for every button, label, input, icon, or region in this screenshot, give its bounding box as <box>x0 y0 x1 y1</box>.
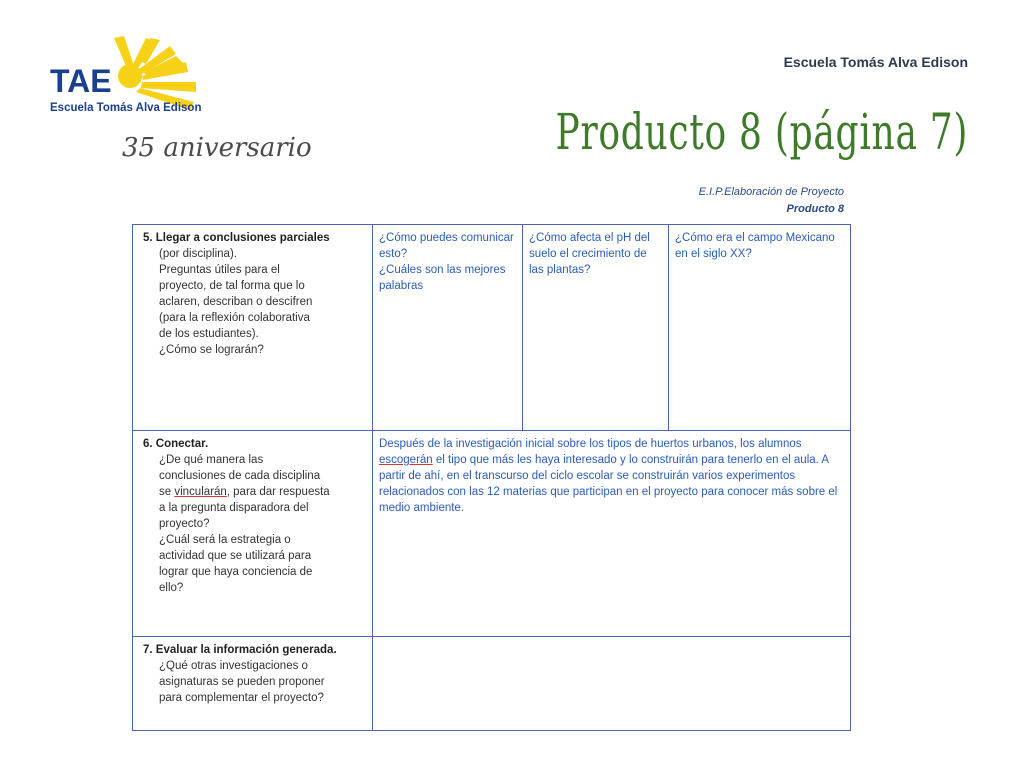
svg-text:35 aniversario: 35 aniversario <box>122 133 312 163</box>
row-description <box>143 452 366 596</box>
svg-text:TAE: TAE <box>50 63 112 99</box>
description-text: ¿De qué manera las conclusiones de cada disciplina se <box>159 454 321 498</box>
table-row <box>133 637 851 731</box>
table-row <box>133 225 851 431</box>
row-heading: 6. Conectar. <box>143 438 209 450</box>
school-logo <box>46 36 316 166</box>
answer-text: el tipo que más les haya interesado y lo construirán para tenerlo en el aula. A partir de ahí, en el transcurso del ciclo escolar se construirán varios experimentos relacionados con las 12 materias que participan en el proyecto para conocer más sobre el medio ambiente. <box>379 454 838 514</box>
row-label-cell <box>133 431 373 637</box>
underlined-word: escogerán <box>379 454 433 466</box>
answer-cell <box>373 637 851 731</box>
row-heading: 5. Llegar a conclusiones parciales <box>143 232 330 244</box>
row-label-cell <box>133 637 373 731</box>
row-description: ¿Qué otras investigaciones o asignaturas se pueden proponer para complementar el proyecto? <box>159 660 325 704</box>
row-description: (por disciplina). Preguntas útiles para el proyecto, de tal forma que lo aclaren, describan o descifren (para la reflexión colaborativa de los estudiantes). ¿Cómo se lograrán? <box>159 248 313 356</box>
product-subtitle: Producto 8 <box>786 203 844 215</box>
subtitle-block <box>699 184 844 218</box>
answer-cell: ¿Cómo puedes comunicar esto? ¿Cuáles son las mejores palabras <box>373 225 523 431</box>
svg-text:Escuela Tomás Alva Edison: Escuela Tomás Alva Edison <box>50 102 202 114</box>
description-text: , para dar respuesta a la pregunta disparadora del proyecto? ¿Cuál será la estrategia o actividad que se utilizará para lograr que haya conciencia de ello? <box>159 486 330 594</box>
sun-icon <box>114 36 196 110</box>
underlined-word: vincularán <box>174 486 227 498</box>
row-label-cell <box>133 225 373 431</box>
page-title: Producto 8 (página 7) <box>555 103 968 161</box>
answer-cell: ¿Cómo afecta el pH del suelo el crecimiento de las plantas? <box>523 225 669 431</box>
project-subtitle: E.I.P.Elaboración de Proyecto <box>698 186 844 198</box>
answer-cell <box>373 431 851 637</box>
answer-cell: ¿Cómo era el campo Mexicano en el siglo XX? <box>669 225 851 431</box>
answer-text: Después de la investigación inicial sobre los tipos de huertos urbanos, los alumnos <box>379 438 802 450</box>
project-table <box>132 224 851 731</box>
table-row <box>133 431 851 637</box>
school-name: Escuela Tomás Alva Edison <box>783 54 968 70</box>
row-heading: 7. Evaluar la información generada. <box>143 644 337 656</box>
